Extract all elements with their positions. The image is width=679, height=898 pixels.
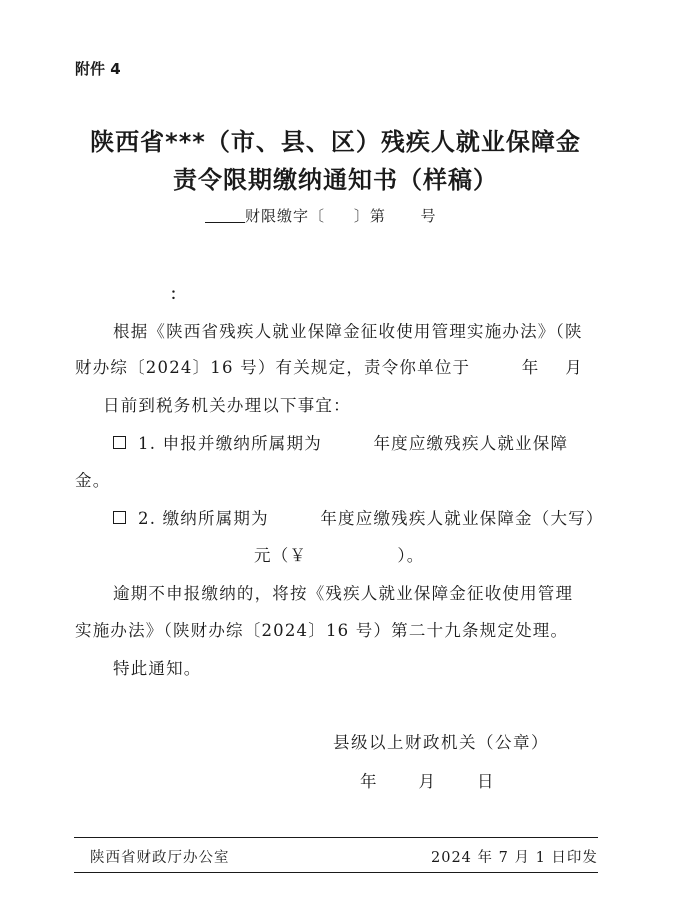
paragraph-1-line-1: 根据《陕西省残疾人就业保障金征收使用管理实施办法》（陕	[113, 322, 583, 341]
document-title-line-2: 责令限期缴纳通知书（样稿）	[173, 166, 498, 194]
attachment-label: 附件 4	[75, 60, 121, 78]
signing-authority: 县级以上财政机关（公章）	[333, 733, 549, 752]
addressee-colon: ：	[170, 285, 186, 303]
paragraph-3-line-1: 逾期不申报缴纳的，将按《残疾人就业保障金征收使用管理	[113, 584, 574, 603]
item-2-line-2: 元（￥ ）。	[254, 546, 425, 565]
document-title-line-1: 陕西省***（市、县、区）残疾人就业保障金	[90, 128, 581, 156]
item-1-text: 1. 申报并缴纳所属期为 年度应缴残疾人就业保障	[138, 434, 569, 453]
paragraph-1-line-3: 日前到税务机关办理以下事宜：	[103, 396, 351, 415]
item-2-line-1	[113, 505, 604, 529]
document-number	[205, 205, 436, 226]
signing-date: 年 月 日	[360, 772, 495, 791]
paragraph-1-line-2: 财办综〔2024〕16 号）有关规定，责令你单位于 年 月	[75, 358, 583, 377]
document-number-text: 财限缴字〔 〕第 号	[245, 207, 437, 225]
paragraph-3-line-2: 实施办法》（陕财办综〔2024〕16 号）第二十九条规定处理。	[75, 621, 569, 640]
item-2-checkbox[interactable]	[113, 511, 126, 524]
item-1-checkbox[interactable]	[113, 436, 126, 449]
item-1-line-1	[113, 430, 568, 454]
footer-print-date: 2024 年 7 月 1 日印发	[431, 850, 598, 866]
footer-bottom-rule	[74, 872, 598, 873]
footer-top-rule	[74, 837, 598, 838]
item-2-text: 2. 缴纳所属期为 年度应缴残疾人就业保障金（大写）	[138, 509, 604, 528]
paragraph-4: 特此通知。	[113, 659, 202, 678]
footer-issuer: 陕西省财政厅办公室	[90, 850, 230, 866]
document-number-blank	[205, 208, 245, 223]
item-1-line-2: 金。	[75, 471, 111, 490]
